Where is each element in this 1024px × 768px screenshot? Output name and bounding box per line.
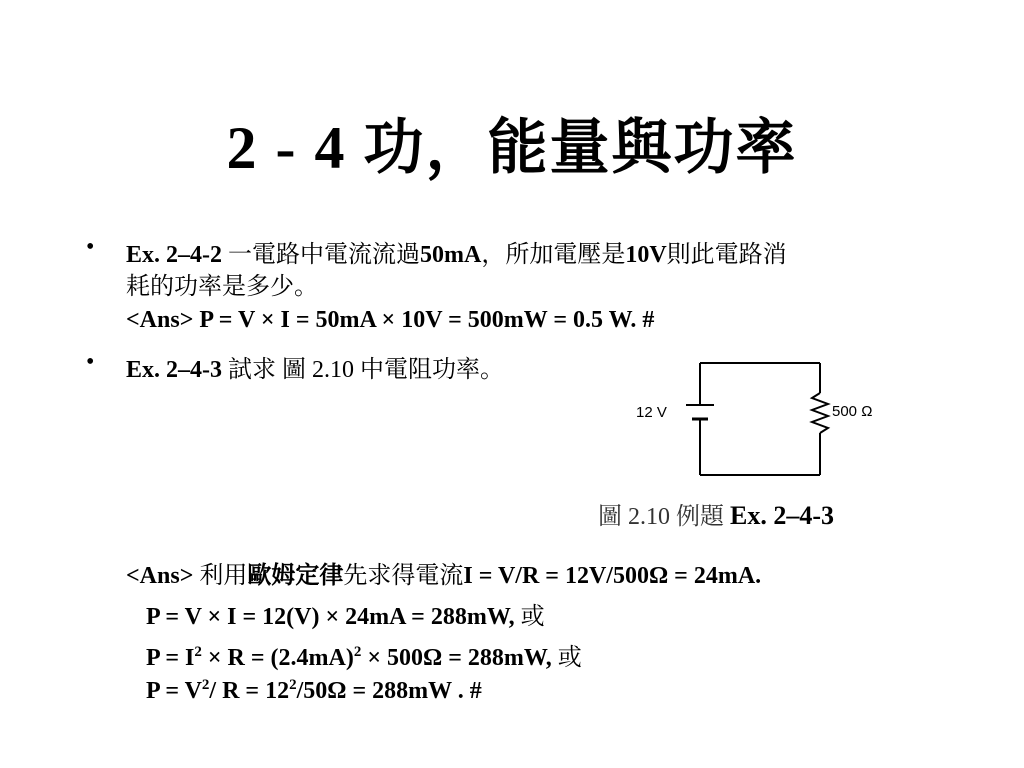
ex243-answer-line2	[146, 596, 545, 631]
ans-line4-sup2: 2	[289, 677, 297, 693]
figure-caption-ex: Ex. 2–4-3	[730, 501, 834, 530]
ans-line4-b: / R = 12	[209, 678, 290, 704]
resistor-zigzag	[812, 393, 828, 433]
bullet-ex242: •	[86, 234, 95, 260]
ex242-q3: 則此電路消	[666, 242, 787, 268]
ans-tag: <Ans>	[126, 563, 194, 589]
ex243-question	[126, 349, 504, 384]
ex243-label: Ex. 2–4-3	[126, 357, 222, 383]
ans-line3-a: P = I	[146, 645, 195, 671]
ans-t1: 利用	[193, 563, 248, 589]
ans-line3-b: × R = (2.4mA)	[201, 645, 354, 671]
ex243-answer-line4	[146, 678, 482, 705]
ex243-q: 試求 圖 2.10 中電阻功率。	[222, 357, 504, 383]
ex243-answer-line3	[146, 637, 582, 672]
ex242-question-line2: 耗的功率是多少。	[126, 274, 318, 300]
ex242-label: Ex. 2–4-2	[126, 242, 228, 268]
ex242-q2: ，所加電壓是	[481, 242, 626, 268]
resistor-label: 500 Ω	[832, 403, 873, 420]
figure-caption-prefix: 圖 2.10 例題	[598, 504, 730, 530]
ex242-q1: 一電路中電流流過	[228, 242, 420, 268]
ans-line3-c: × 500Ω = 288mW,	[361, 645, 552, 671]
ex242-answer: <Ans> P = V × I = 50mA × 10V = 500mW = 0.5 W. #	[126, 307, 655, 333]
voltage-label: 12 V	[636, 404, 667, 421]
figure-caption	[598, 496, 834, 531]
ex242-question-line1	[126, 234, 787, 269]
ans-current-formula: I = V/R = 12V/500Ω = 24mA.	[463, 563, 762, 589]
ohms-law: 歐姆定律	[247, 563, 344, 589]
slide-title: 2 - 4 功，能量與功率	[226, 115, 798, 181]
ex242-voltage: 10V	[625, 242, 667, 268]
bullet-ex243: •	[86, 349, 95, 375]
ans-line4-a: P = V	[146, 678, 202, 704]
ans-line3-sup1: 2	[194, 644, 202, 660]
ans-line3-sup2: 2	[353, 644, 362, 660]
ans-line2-or: 或	[514, 604, 545, 630]
ans-line3-or: 或	[551, 645, 582, 671]
ans-line4-c: /50Ω = 288mW . #	[296, 678, 482, 704]
ans-line3-formula	[146, 645, 552, 671]
ans-line4-sup1: 2	[201, 677, 210, 693]
ans-line2-formula: P = V × I = 12(V) × 24mA = 288mW,	[146, 604, 515, 630]
ex243-answer-line1	[126, 555, 761, 590]
ans-line4-formula	[146, 678, 482, 704]
ans-t2: 先求得電流	[343, 563, 464, 589]
ex242-current: 50mA	[420, 242, 482, 268]
